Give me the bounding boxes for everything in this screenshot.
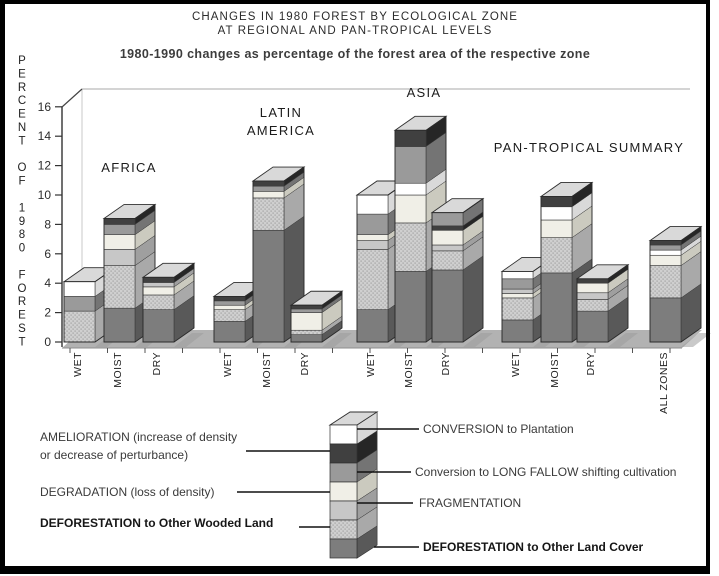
y-tick-label: 12 (37, 158, 51, 173)
legend-swatch-plant (330, 425, 357, 444)
legend-label-frag: FRAGMENTATION (419, 496, 522, 510)
svg-text:R: R (17, 296, 27, 309)
bar-all-all-zones (650, 227, 711, 347)
chart-title-line1: CHANGES IN 1980 FOREST BY ECOLOGICAL ZONE (191, 11, 519, 23)
svg-text:9: 9 (18, 215, 26, 228)
legend-label-degr: DEGRADATION (loss of density) (40, 485, 215, 499)
zone-label: WET (510, 352, 522, 377)
legend-label-lf: Conversion to LONG FALLOW shifting cultivation (415, 465, 677, 479)
svg-text:F: F (18, 269, 26, 282)
legend-swatch-frag (330, 501, 357, 520)
zone-label: ALL ZONES (658, 352, 670, 414)
svg-text:N: N (17, 122, 27, 134)
y-tick-label: 14 (37, 129, 51, 144)
zone-label: WET (365, 352, 377, 377)
svg-text:T: T (18, 135, 26, 148)
svg-text:S: S (18, 323, 26, 335)
legend-swatch-lf (330, 463, 357, 482)
bar-latin-dry (291, 291, 352, 347)
region-label: LATIN (259, 105, 303, 120)
title-block (0, 10, 710, 61)
legend (40, 412, 676, 558)
y-tick-label: 16 (37, 99, 51, 114)
svg-text:E: E (18, 108, 26, 121)
svg-text:0: 0 (18, 242, 26, 255)
legend-swatch-amel (330, 444, 357, 463)
bar-pan-tropical-summary-dry (577, 265, 638, 347)
svg-text:T: T (18, 336, 26, 349)
svg-text:8: 8 (18, 229, 26, 242)
svg-text:R: R (17, 81, 27, 94)
zone-label: DRY (151, 352, 163, 376)
zone-label: WET (222, 352, 234, 377)
y-axis (38, 100, 62, 349)
svg-text:O: O (17, 162, 27, 175)
svg-text:E: E (18, 309, 26, 322)
legend-swatch-owl (330, 520, 357, 539)
legend-swatch-olc (330, 539, 357, 558)
region-label: ASIA (406, 85, 442, 100)
svg-text:1: 1 (18, 202, 26, 215)
svg-text:F: F (18, 175, 26, 188)
zone-label: MOIST (549, 352, 561, 388)
legend-swatch-degr (330, 482, 357, 501)
zone-label: DRY (585, 352, 597, 376)
region-label: AFRICA (101, 160, 157, 175)
legend-label-plant: CONVERSION to Plantation (423, 422, 574, 436)
svg-text:P: P (18, 55, 26, 67)
y-tick-label: 8 (44, 217, 51, 232)
zone-label: MOIST (403, 352, 415, 388)
y-axis-label (18, 55, 27, 348)
chart-title-line2: AT REGIONAL AND PAN-TROPICAL LEVELS (217, 25, 493, 37)
y-tick-label: 4 (44, 276, 51, 291)
y-tick-label: 10 (37, 188, 51, 202)
zone-label: DRY (299, 352, 311, 376)
region-label: AMERICA (246, 123, 316, 138)
zone-label: WET (72, 352, 84, 377)
svg-text:C: C (17, 95, 27, 108)
legend-label-olc: DEFORESTATION to Other Land Cover (423, 540, 644, 554)
bar-asia-dry (432, 199, 493, 347)
svg-text:E: E (18, 68, 26, 81)
y-tick-label: 0 (44, 335, 51, 349)
zone-label: DRY (440, 352, 452, 376)
svg-text:O: O (17, 282, 27, 295)
legend-label-owl: DEFORESTATION to Other Wooded Land (40, 516, 274, 530)
region-label: PAN-TROPICAL SUMMARY (493, 140, 685, 155)
zone-label: MOIST (261, 352, 273, 388)
legend-label-amel: or decrease of perturbance) (40, 448, 189, 462)
legend-label-amel: AMELIORATION (increase of density (40, 430, 238, 444)
y-tick-label: 6 (44, 246, 51, 261)
bar-africa-dry (143, 263, 204, 347)
chart-subtitle: 1980-1990 changes as percentage of the forest area of the respective zone (119, 47, 591, 61)
y-tick-label: 2 (44, 305, 51, 320)
zone-label: MOIST (112, 352, 124, 388)
